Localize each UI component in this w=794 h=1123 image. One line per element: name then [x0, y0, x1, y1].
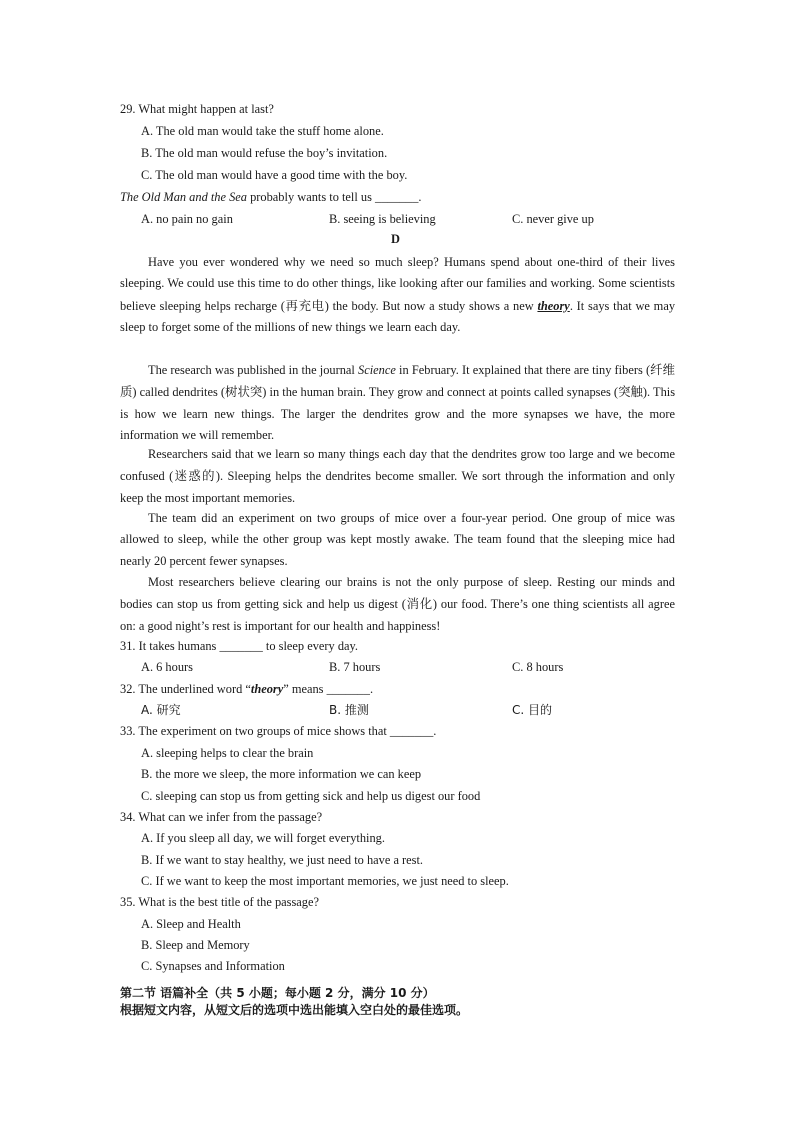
passage-paragraph-3: Researchers said that we learn so many things each day that the dendrites grow too large and we become confused (迷惑的). Sleeping helps the dendrites become smaller. We sort through the information and only keep the most important memories.: [120, 447, 676, 505]
section-2-instruction: 根据短文内容，从短文后的选项中选出能填入空白处的最佳选项。: [120, 1003, 469, 1017]
question-32-stem: 32. The underlined word “theory” means _______.: [120, 682, 374, 696]
question-29-option-a: A. The old man would take the stuff home alone.: [141, 124, 384, 138]
question-29-option-b: B. The old man would refuse the boy’s invitation.: [141, 146, 388, 160]
theory-word: theory: [250, 682, 284, 696]
question-34-option-b: B. If we want to stay healthy, we just need to have a rest.: [141, 853, 424, 867]
question-34-option-a: A. If you sleep all day, we will forget everything.: [141, 831, 385, 845]
question-29-stem: 29. What might happen at last?: [120, 102, 274, 116]
question-33-option-b: B. the more we sleep, the more information we can keep: [141, 767, 422, 781]
question-34-stem: 34. What can we infer from the passage?: [120, 810, 323, 824]
book-title: The Old Man and the Sea: [120, 190, 247, 204]
question-33-stem: 33. The experiment on two groups of mice shows that _______.: [120, 724, 437, 738]
question-30-stem: The Old Man and the Sea probably wants to tell us _______.: [120, 190, 422, 204]
passage-paragraph-4: The team did an experiment on two groups of mice over a four-year period. One group of mice was allowed to sleep, while the other group was kept mostly awake. The team found that the sleeping mice had nearly 20 percent fewer synapses.: [120, 511, 675, 568]
question-31-option-b: B. 7 hours: [329, 660, 381, 674]
question-35-stem: 35. What is the best title of the passage?: [120, 895, 320, 909]
question-31-option-c: C. 8 hours: [512, 660, 564, 674]
question-29-option-c: C. The old man would have a good time with the boy.: [141, 168, 408, 182]
underlined-word-theory: theory: [537, 298, 570, 313]
question-33-option-a: A. sleeping helps to clear the brain: [141, 746, 314, 760]
question-33-option-c: C. sleeping can stop us from getting sick and help us digest our food: [141, 789, 481, 803]
question-30-option-b: B. seeing is believing: [329, 212, 436, 226]
question-34-option-c: C. If we want to keep the most important memories, we just need to sleep.: [141, 874, 509, 888]
passage-paragraph-2: The research was published in the journal Science in February. It explained that there are tiny fibers (纤维质) called dendrites (树状突) in the human brain. They grow and connect at points called synapses (突触). This is how we learn new things. The larger the dendrites grow and the more synapses we have, the more information we will remember.: [120, 362, 676, 443]
question-30-option-c: C. never give up: [512, 212, 594, 226]
section-d-heading: D: [391, 232, 400, 246]
question-31-option-a: A. 6 hours: [141, 660, 193, 674]
question-35-option-c: C. Synapses and Information: [141, 959, 285, 973]
question-31-stem: 31. It takes humans _______ to sleep every day.: [120, 639, 359, 653]
question-32-option-a: A. 研究: [141, 703, 181, 717]
question-32-option-c: C. 目的: [512, 703, 553, 717]
question-35-option-a: A. Sleep and Health: [141, 917, 241, 931]
passage-paragraph-5: Most researchers believe clearing our brains is not the only purpose of sleep. Resting our minds and bodies can stop us from getting sick and help us digest (消化) our food. There’s one thing scientists all agree on: a good night’s rest is important for our health and happiness!: [120, 575, 676, 633]
section-2-title: 第二节 语篇补全（共 5 小题；每小题 2 分，满分 10 分）: [120, 986, 435, 1000]
question-30-option-a: A. no pain no gain: [141, 212, 233, 226]
question-32-option-b: B. 推测: [329, 703, 369, 717]
question-35-option-b: B. Sleep and Memory: [141, 938, 250, 952]
passage-paragraph-1: Have you ever wondered why we need so much sleep? Humans spend about one-third of their lives sleeping. We could use this time to do other things, like looking after our families and working. Some scientists believe sleeping helps recharge (再充电) the body. But now a study shows a new theory. It says that we may sleep to forget some of the millions of new things we learn each day.: [120, 255, 676, 335]
